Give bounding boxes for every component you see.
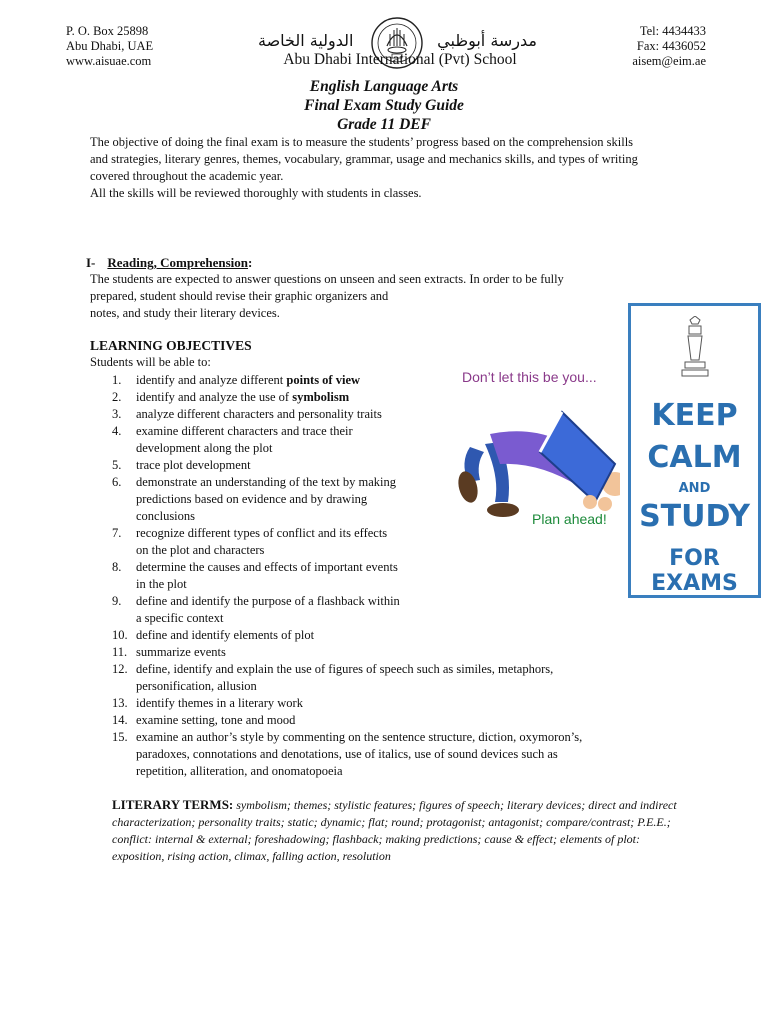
section-line: The students are expected to answer questions on unseen and seen extracts. In order to be fully [90,272,564,286]
po-box: P. O. Box 25898 [66,24,149,38]
poster-line: CALM [647,440,742,475]
keep-calm-poster [628,303,761,598]
crown-chess-icon [678,316,712,378]
cartoon-caption-bottom: Plan ahead! [532,511,607,527]
objectives-intro: Students will be able to: [90,355,211,369]
item-text: in the plot [136,577,187,591]
sleeping-student-illustration [440,352,620,607]
list-item [112,593,446,627]
item-text: summarize events [136,645,226,659]
item-text: define, identify and explain the use of figures of speech such as similes, metaphors, [136,662,554,676]
shoe-icon [487,503,519,517]
item-text: repetition, alliteration, and onomatopoeia [136,764,343,778]
arabic-name-left: الدولية الخاصة [258,31,354,50]
item-text: a specific context [136,611,224,625]
section-heading [86,255,252,271]
list-item [112,525,446,559]
section-number: I- [86,255,96,270]
contact-left [66,24,153,69]
terms-list: symbolism; themes; stylistic features; figures of speech; literary devices; direct and indirect characterization; personality traits; static; dynamic; flat; round; protagonist; antagonist; compare/contrast; P.E.E.; conflict: internal & external; foreshadowing; flashback; making predictions; cause & effect; elements of plot: exposition, rising action, climax, falling action, resolution [112,798,677,863]
item-text: define and identify the purpose of a flashback within [136,594,400,608]
item-number: 6. [112,475,122,489]
hand-shape [598,497,612,511]
intro-note: All the skills will be reviewed thoroughly with students in classes. [90,186,422,200]
guide-title: Final Exam Study Guide [304,97,464,114]
list-item [112,423,446,457]
intro-paragraph: The objective of doing the final exam is to measure the students’ progress based on the comprehension skills and strategies, literary genres, themes, vocabulary, grammar, usage and mechanics skills, and types of writing covered throughout the academic year. [90,135,638,183]
item-text: determine the causes and effects of important events [136,560,398,574]
letterhead [0,24,768,72]
document-title [0,77,768,134]
item-text: trace plot development [136,458,251,472]
item-text: identify and analyze different [136,373,287,387]
item-number: 3. [112,407,122,421]
item-number: 15. [112,730,128,744]
section-line: notes, and study their literary devices. [90,306,280,320]
literary-terms [112,796,682,865]
item-number: 11. [112,645,128,659]
item-text: define and identify elements of plot [136,628,315,642]
list-item [112,559,446,593]
list-item [112,661,666,695]
school-title [255,24,545,72]
item-text: conclusions [136,509,196,523]
item-emphasis: points of view [286,373,361,387]
list-item [112,474,446,525]
item-number: 10. [112,628,128,642]
item-number: 13. [112,696,128,710]
item-text: recognize different types of conflict and its effects [136,526,388,540]
list-item [112,729,666,780]
contact-right [632,24,706,69]
intro [90,134,650,202]
item-text: on the plot and characters [136,543,265,557]
section-colon: : [248,255,253,270]
item-number: 8. [112,560,122,574]
poster-line: KEEP [651,398,738,433]
hand-shape [583,495,597,509]
item-text: identify and analyze the use of [136,390,293,404]
item-text: examine setting, tone and mood [136,713,296,727]
list-item [112,695,666,712]
list-item [112,406,446,423]
item-text: personification, allusion [136,679,257,693]
city: Abu Dhabi, UAE [66,39,154,53]
poster-line: FOR EXAMS [651,546,738,596]
item-number: 7. [112,526,122,540]
objectives-heading: LEARNING OBJECTIVES [90,338,252,353]
item-text: examine different characters and trace their [136,424,353,438]
item-text: demonstrate an understanding of the text by making [136,475,397,489]
list-item [112,372,446,389]
section-title: Reading, Comprehension [107,255,249,270]
item-number: 12. [112,662,128,676]
item-text: analyze different characters and personality traits [136,407,382,421]
item-text: paradoxes, connotations and denotations, use of italics, use of sound devices such as [136,747,558,761]
email: aisem@eim.ae [632,54,706,68]
item-number: 2. [112,390,122,404]
telephone: Tel: 4434433 [639,24,706,38]
item-number: 9. [112,594,122,608]
cartoon-caption-top: Don’t let this be you... [462,369,597,385]
item-emphasis: symbolism [292,390,350,404]
item-number: 1. [112,373,122,387]
item-text: predictions based on evidence and by drawing [136,492,368,506]
section-line: prepared, student should revise their graphic organizers and [90,289,389,303]
list-item [112,389,446,406]
terms-label: LITERARY TERMS: [112,797,234,812]
list-item [112,712,666,729]
item-text: development along the plot [136,441,273,455]
list-item [112,644,666,661]
item-number: 4. [112,424,122,438]
fax: Fax: 4436052 [636,39,706,53]
item-number: 14. [112,713,128,727]
list-item [112,457,446,474]
item-text: identify themes in a literary work [136,696,303,710]
list-item [112,627,666,644]
course-title: English Language Arts [309,78,459,95]
poster-line: STUDY [639,499,750,534]
section-paragraph [90,271,660,322]
item-text: examine an author’s style by commenting on the sentence structure, diction, oxymoron’s, [136,730,583,744]
poster-line: AND [678,481,711,496]
item-number: 5. [112,458,122,472]
website: www.aisuae.com [66,54,152,68]
grade-title: Grade 11 DEF [337,116,431,133]
arabic-name-right: مدرسة أبوظبي [437,31,537,50]
school-name: Abu Dhabi International (Pvt) School [283,51,517,68]
